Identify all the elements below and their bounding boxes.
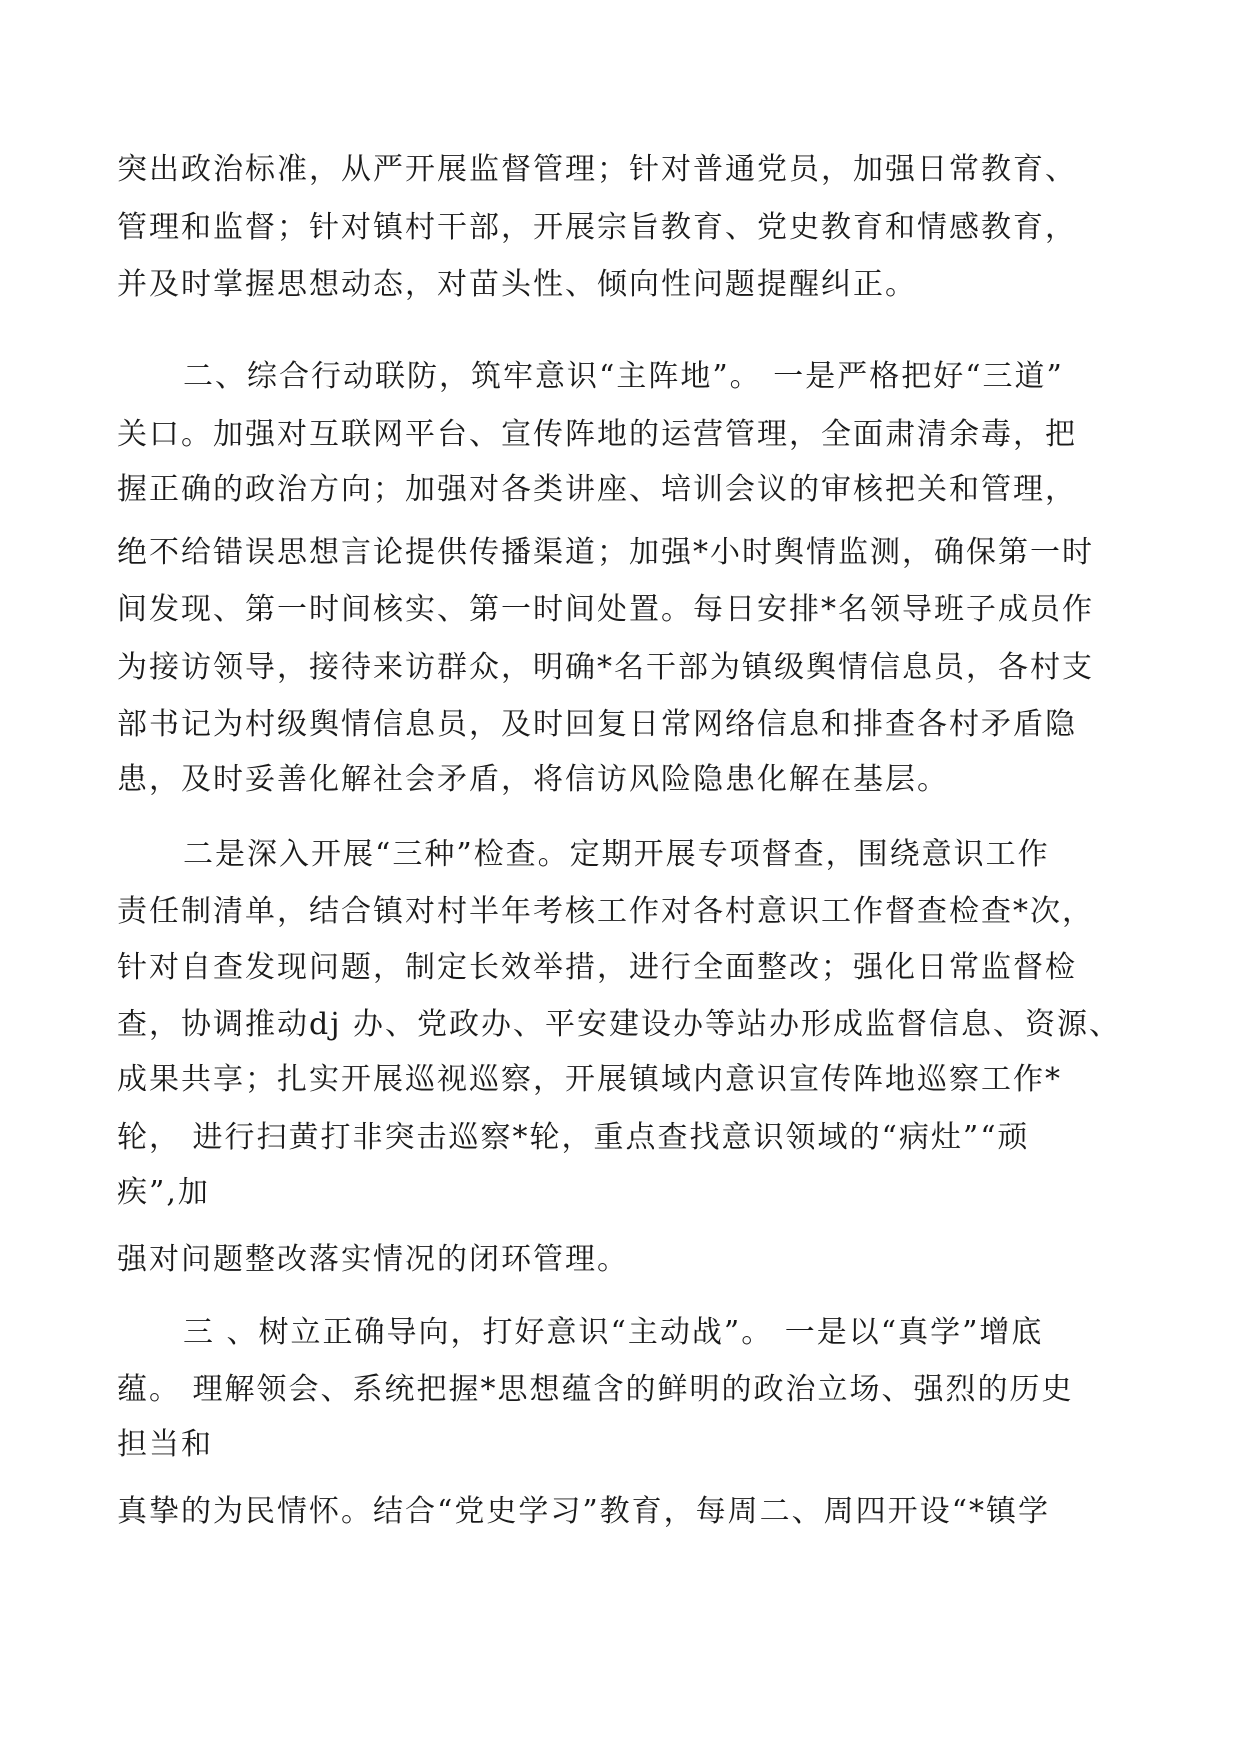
text-line: 查，协调推动dj 办、党政办、平安建设办等站办形成监督信息、资源、 — [117, 1007, 1122, 1042]
text-line: 突出政治标准，从严开展监督管理；针对普通党员，加强日常教育、 — [117, 152, 1077, 187]
text-line: 成果共享；扎实开展巡视巡察，开展镇域内意识宣传阵地巡察工作* — [117, 1062, 1062, 1097]
text-line: 担当和 — [117, 1427, 213, 1462]
text-line: 关口。加强对互联网平台、宣传阵地的运营管理，全面肃清余毒，把 — [117, 417, 1077, 452]
text-line: 蕴。 理解领会、系统把握*思想蕴含的鲜明的政治立场、强烈的历史 — [117, 1372, 1074, 1407]
text-line: 绝不给错误思想言论提供传播渠道；加强*小时舆情监测，确保第一时 — [117, 535, 1094, 570]
text-line: 责任制清单，结合镇对村半年考核工作对各村意识工作督查检查*次， — [117, 894, 1094, 929]
text-line: 间发现、第一时间核实、第一时间处置。每日安排*名领导班子成员作 — [117, 592, 1094, 627]
text-line: 疾”,加 — [117, 1175, 210, 1210]
text-line: 部书记为村级舆情信息员，及时回复日常网络信息和排查各村矛盾隐 — [117, 707, 1077, 742]
text-line: 针对自查发现问题，制定长效举措，进行全面整改；强化日常监督检 — [117, 950, 1077, 985]
text-line: 真挚的为民情怀。结合“党史学习”教育，每周二、周四开设“*镇学 — [117, 1494, 1051, 1529]
text-line: 轮， 进行扫黄打非突击巡察*轮，重点查找意识领域的“病灶”“顽 — [117, 1120, 1030, 1155]
section-heading-line: 二、综合行动联防，筑牢意识“主阵地”。 一是严格把好“三道” — [183, 359, 1064, 394]
paragraph-start-line: 二是深入开展“三种”检查。定期开展专项督查，围绕意识工作 — [183, 837, 1050, 872]
text-line: 强对问题整改落实情况的闭环管理。 — [117, 1242, 629, 1277]
text-line: 管理和监督；针对镇村干部，开展宗旨教育、党史教育和情感教育， — [117, 210, 1077, 245]
text-line: 为接访领导，接待来访群众，明确*名干部为镇级舆情信息员，各村支 — [117, 650, 1094, 685]
text-line: 并及时掌握思想动态，对苗头性、倾向性问题提醒纠正。 — [117, 267, 917, 302]
section-heading-line: 三 、树立正确导向，打好意识“主动战”。 一是以“真学”增底 — [183, 1315, 1044, 1350]
text-line: 握正确的政治方向；加强对各类讲座、培训会议的审核把关和管理， — [117, 472, 1077, 507]
text-line: 患，及时妥善化解社会矛盾，将信访风险隐患化解在基层。 — [117, 762, 949, 797]
